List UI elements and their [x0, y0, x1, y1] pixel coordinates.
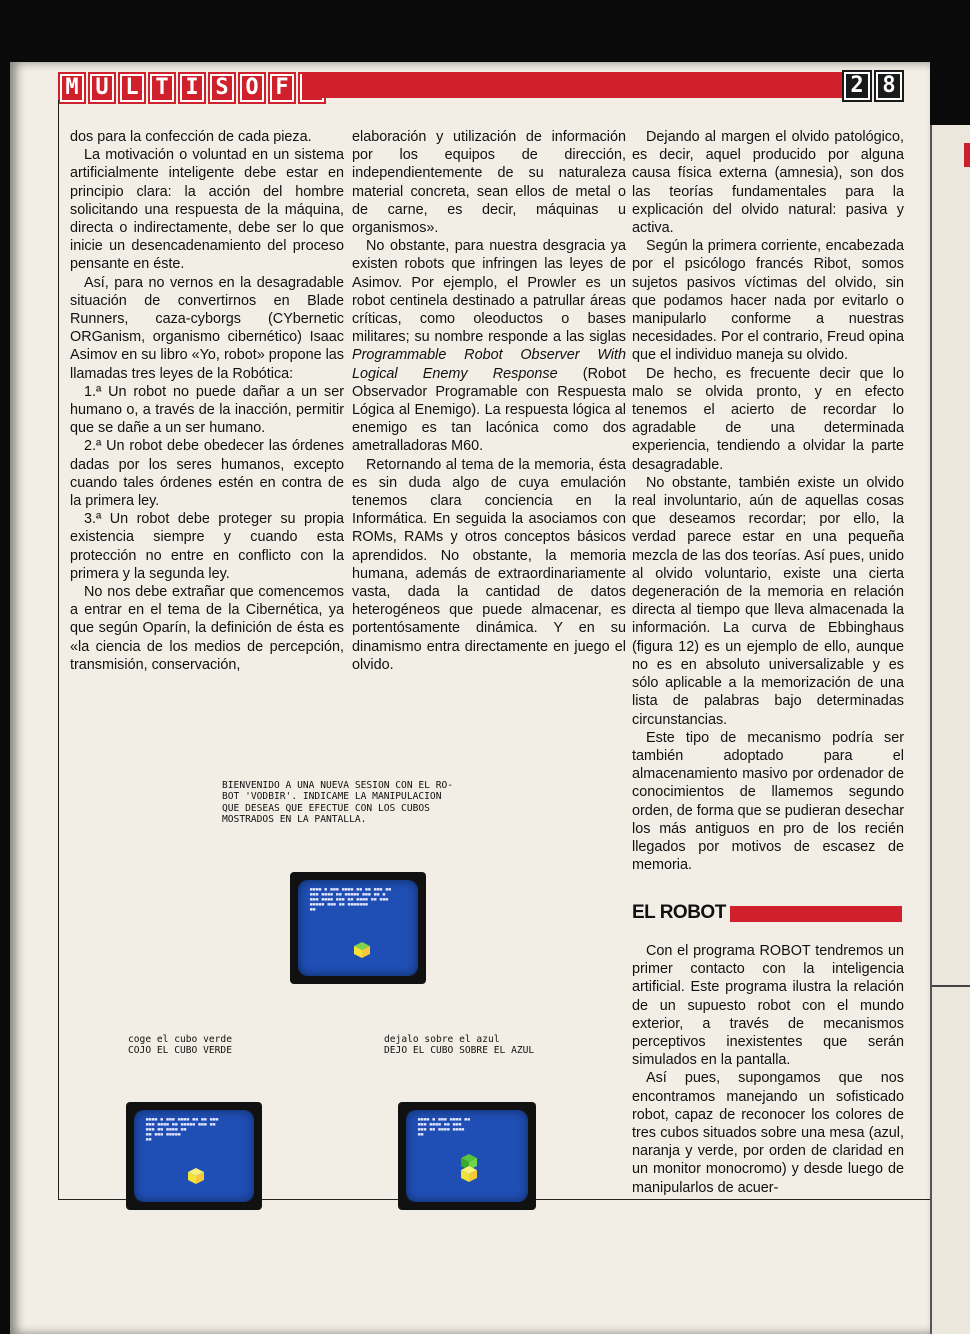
- text-span: (Robot Observador Programable con Respuesta Lógica al Enemigo). La respuesta lógica al enemigo es tan lacónica como dos ametralladoras M60.: [352, 365, 626, 455]
- figure-caption-right: dejalo sobre el azul DEJO EL CUBO SOBRE EL AZUL: [384, 1034, 535, 1057]
- paragraph: Con el programa ROBOT tendremos un primer contacto con la inteligencia artificial. Este programa ilustra la relación de un supuesto robot con el mundo exterior, a través de mecanismos perceptivos inexistentes que serán simulados en la pantalla.: [632, 943, 904, 1069]
- logo-letter: M: [58, 72, 86, 104]
- monitor-screenshot-2: [126, 1102, 262, 1210]
- next-page-header-bar: [964, 143, 970, 167]
- paragraph: Retornando al tema de la memoria, ésta es sin duda algo de cuya emulación tenemos clara conciencia en la Informática. En seguida la asociamos con ROMs, RAMs y otros conceptos básicos aprendidos. No obstante, la memoria humana, además de extraordinariamente vasta, dada la cantidad de datos heterogéneos que puede almacenar, es portentósamente dinámica. Y en su dinamismo entra directamente en juego el olvido.: [352, 456, 626, 673]
- stacked-cubes-icon: [456, 1152, 482, 1186]
- monitor-screenshot-3: [398, 1102, 536, 1210]
- paragraph: No obstante, también existe un olvido real involuntario, aún de aquellas cosas que deseamos recordar; por ello, la verdad parece estar en una pequeña mezcla de las dos teorías. Así pues, unido al olvido voluntario, existe una cierta degeneración de la memoria en relación directa al tiempo que lleva almacenada la información. La curva de Ebbinghaus (figura 12) es un ejemplo de ello, aunque no es en absoluto universalizable y es sólo aplicable a la memorización de una lista de palabras bajo determinadas circunstancias.: [632, 474, 904, 728]
- text-span: No obstante, para nuestra desgracia ya existen robots que infringen las leyes de Asimov. Por ejemplo, el Prowler es un robot centinela destinado a patrullar áreas críticas, como oleoductos o bases militares; su nombre responde a las siglas: [352, 238, 626, 346]
- multisoft-logo: [58, 72, 326, 102]
- cubes-icon: [350, 938, 372, 960]
- paragraph: Según la primera corriente, encabezada por el psicólogo francés Ribot, somos sujetos pasivos víctimas del olvido, sin que podamos hacer nada por evitarlo o manipularlo conforme a nuestras necesidades. Por el contrario, Freud opina que el individuo maneja su olvido.: [632, 238, 904, 364]
- paragraph: Este tipo de mecanismo podría ser también adoptado para el almacenamiento masivo por ordenador de conocimientos de llamemos segundo orden, de forma que se pudieran desechar los más antiguos en pro de los recién llegados por motivos de escasez de memoria.: [632, 729, 905, 874]
- logo-letter: F: [268, 72, 296, 104]
- logo-letter: S: [208, 72, 236, 104]
- left-frame-rule: [58, 100, 59, 1200]
- column-3: [632, 128, 904, 874]
- screen-text: ▀▀▀▀ ▀ ▀▀▀ ▀▀▀▀ ▀▀ ▀▀ ▀▀▀ ▀▀▀ ▀▀▀▀ ▀▀ ▀▀▀▀▀ ▀▀▀ ▀▀ ▀▀▀ ▀▀ ▀▀▀▀ ▀▀ ▀▀ ▀▀▀ ▀▀▀▀▀ ▀▀: [146, 1118, 219, 1143]
- paragraph: La motivación o voluntad en un sistema artificialmente inteligente debe estar en principio clara: la acción del hombre solicitando una respuesta de la máquina, directa o indirectamente, debe ser lo que inicie un desencadenamiento del proceso pensante en éste.: [70, 147, 344, 273]
- header-red-bar: [302, 72, 847, 98]
- paragraph: Así pues, supongamos que nos encontramos manejando un sofisticado robot, capaz de reconocer los colores de tres cubos situados sobre una mesa (azul, naranja y verde, por orden de claridad en un monitor monocromo) y desde luego de manipularlos de acuer-: [632, 1070, 904, 1196]
- paragraph: 2.ª Un robot debe obedecer las órdenes dadas por los seres humanos, excepto cuando tales órdenes estén en contra de la primera ley.: [70, 438, 344, 510]
- section-red-bar: [730, 906, 902, 922]
- monitor-screen: [406, 1110, 528, 1202]
- screen-text: ▀▀▀▀ ▀ ▀▀▀ ▀▀▀▀ ▀▀ ▀▀▀ ▀▀▀▀ ▀▀ ▀▀▀ ▀▀▀ ▀▀ ▀▀▀▀ ▀▀▀▀ ▀▀: [418, 1118, 471, 1138]
- paragraph: elaboración y utilización de información por los equipos de dirección, independientemente de su naturaleza material concreta, sean ellos de metal o de carne, es decir, máquinas u organismos».: [352, 129, 626, 237]
- figure-caption-top: BIENVENIDO A UNA NUEVA SESION CON EL RO- BOT 'VODBIR'. INDICAME LA MANIPULACION QUE DESEAS QUE EFECTUE CON LOS CUBOS MOSTRADOS EN LA PANTALLA.: [222, 780, 454, 826]
- page-number-digit: 8: [874, 70, 904, 102]
- section-body: [632, 942, 904, 1197]
- logo-letter: L: [118, 72, 146, 104]
- monitor-screen: [298, 880, 418, 976]
- next-page-edge: [930, 125, 970, 1334]
- logo-letter: I: [178, 72, 206, 104]
- column-2: [352, 128, 626, 674]
- screen-text: ▀▀▀▀ ▀ ▀▀▀ ▀▀▀▀ ▀▀ ▀▀ ▀▀▀ ▀▀ ▀▀▀ ▀▀▀▀ ▀▀ ▀▀▀▀▀ ▀▀▀ ▀▀ ▀ ▀▀▀ ▀▀▀▀ ▀▀▀ ▀▀ ▀▀▀▀ ▀▀ ▀▀▀ ▀▀▀▀▀ ▀▀▀ ▀▀ ▀▀▀▀▀▀▀ ▀▀: [310, 888, 392, 913]
- paragraph: 1.ª Un robot no puede dañar a un ser humano o, a través de la inacción, permitir que se dañe a un ser humano.: [70, 383, 344, 437]
- paragraph: dos para la confección de cada pieza.: [70, 129, 312, 145]
- logo-letter: O: [238, 72, 266, 104]
- italic-acronym: Programmable Robot Observer With Logical Enemy Response: [352, 347, 626, 382]
- cubes-icon: [184, 1164, 206, 1186]
- next-page-rule: [932, 985, 970, 987]
- section-title: EL ROBOT: [632, 902, 726, 923]
- monitor-screen: [134, 1110, 254, 1202]
- paragraph: No nos debe extrañar que comencemos a entrar en el tema de la Cibernética, ya que según Oparín, la definición de ésta es «la ciencia de los medios de percepción, transmisión, conservación,: [70, 584, 344, 673]
- paragraph: Así, para no vernos en la desagradable situación de convertirnos en Blade Runners, caza-cyborgs (CYbernetic ORGanism, organismo cibernético) Isaac Asimov en su libro «Yo, robot» propone las llamadas tres leyes de la Robótica:: [70, 274, 344, 382]
- logo-letter: T: [148, 72, 176, 104]
- logo-letter: U: [88, 72, 116, 104]
- monitor-screenshot-1: [290, 872, 426, 984]
- column-1: [70, 128, 344, 674]
- paragraph: [352, 237, 626, 455]
- paragraph: Dejando al margen el olvido patológico, es decir, aquel producido por alguna causa física externa (amnesia), son dos las teorías fundamentales para la explicación del olvido natural: pasiva y activa.: [632, 129, 904, 237]
- page-number-digit: 2: [842, 70, 872, 102]
- paragraph: 3.ª Un robot debe proteger su propia existencia siempre y cuando esta protección no entre en conflicto con la primera y la segunda ley.: [70, 511, 344, 582]
- figure-caption-left: coge el cubo verde COJO EL CUBO VERDE: [128, 1034, 232, 1057]
- page-number: [842, 70, 904, 100]
- paragraph: De hecho, es frecuente decir que lo malo se olvida pronto, y en efecto tenemos el acierto de recordar lo agradable de una determinada experiencia, tendiendo a olvidar la parte desagradable.: [632, 365, 904, 473]
